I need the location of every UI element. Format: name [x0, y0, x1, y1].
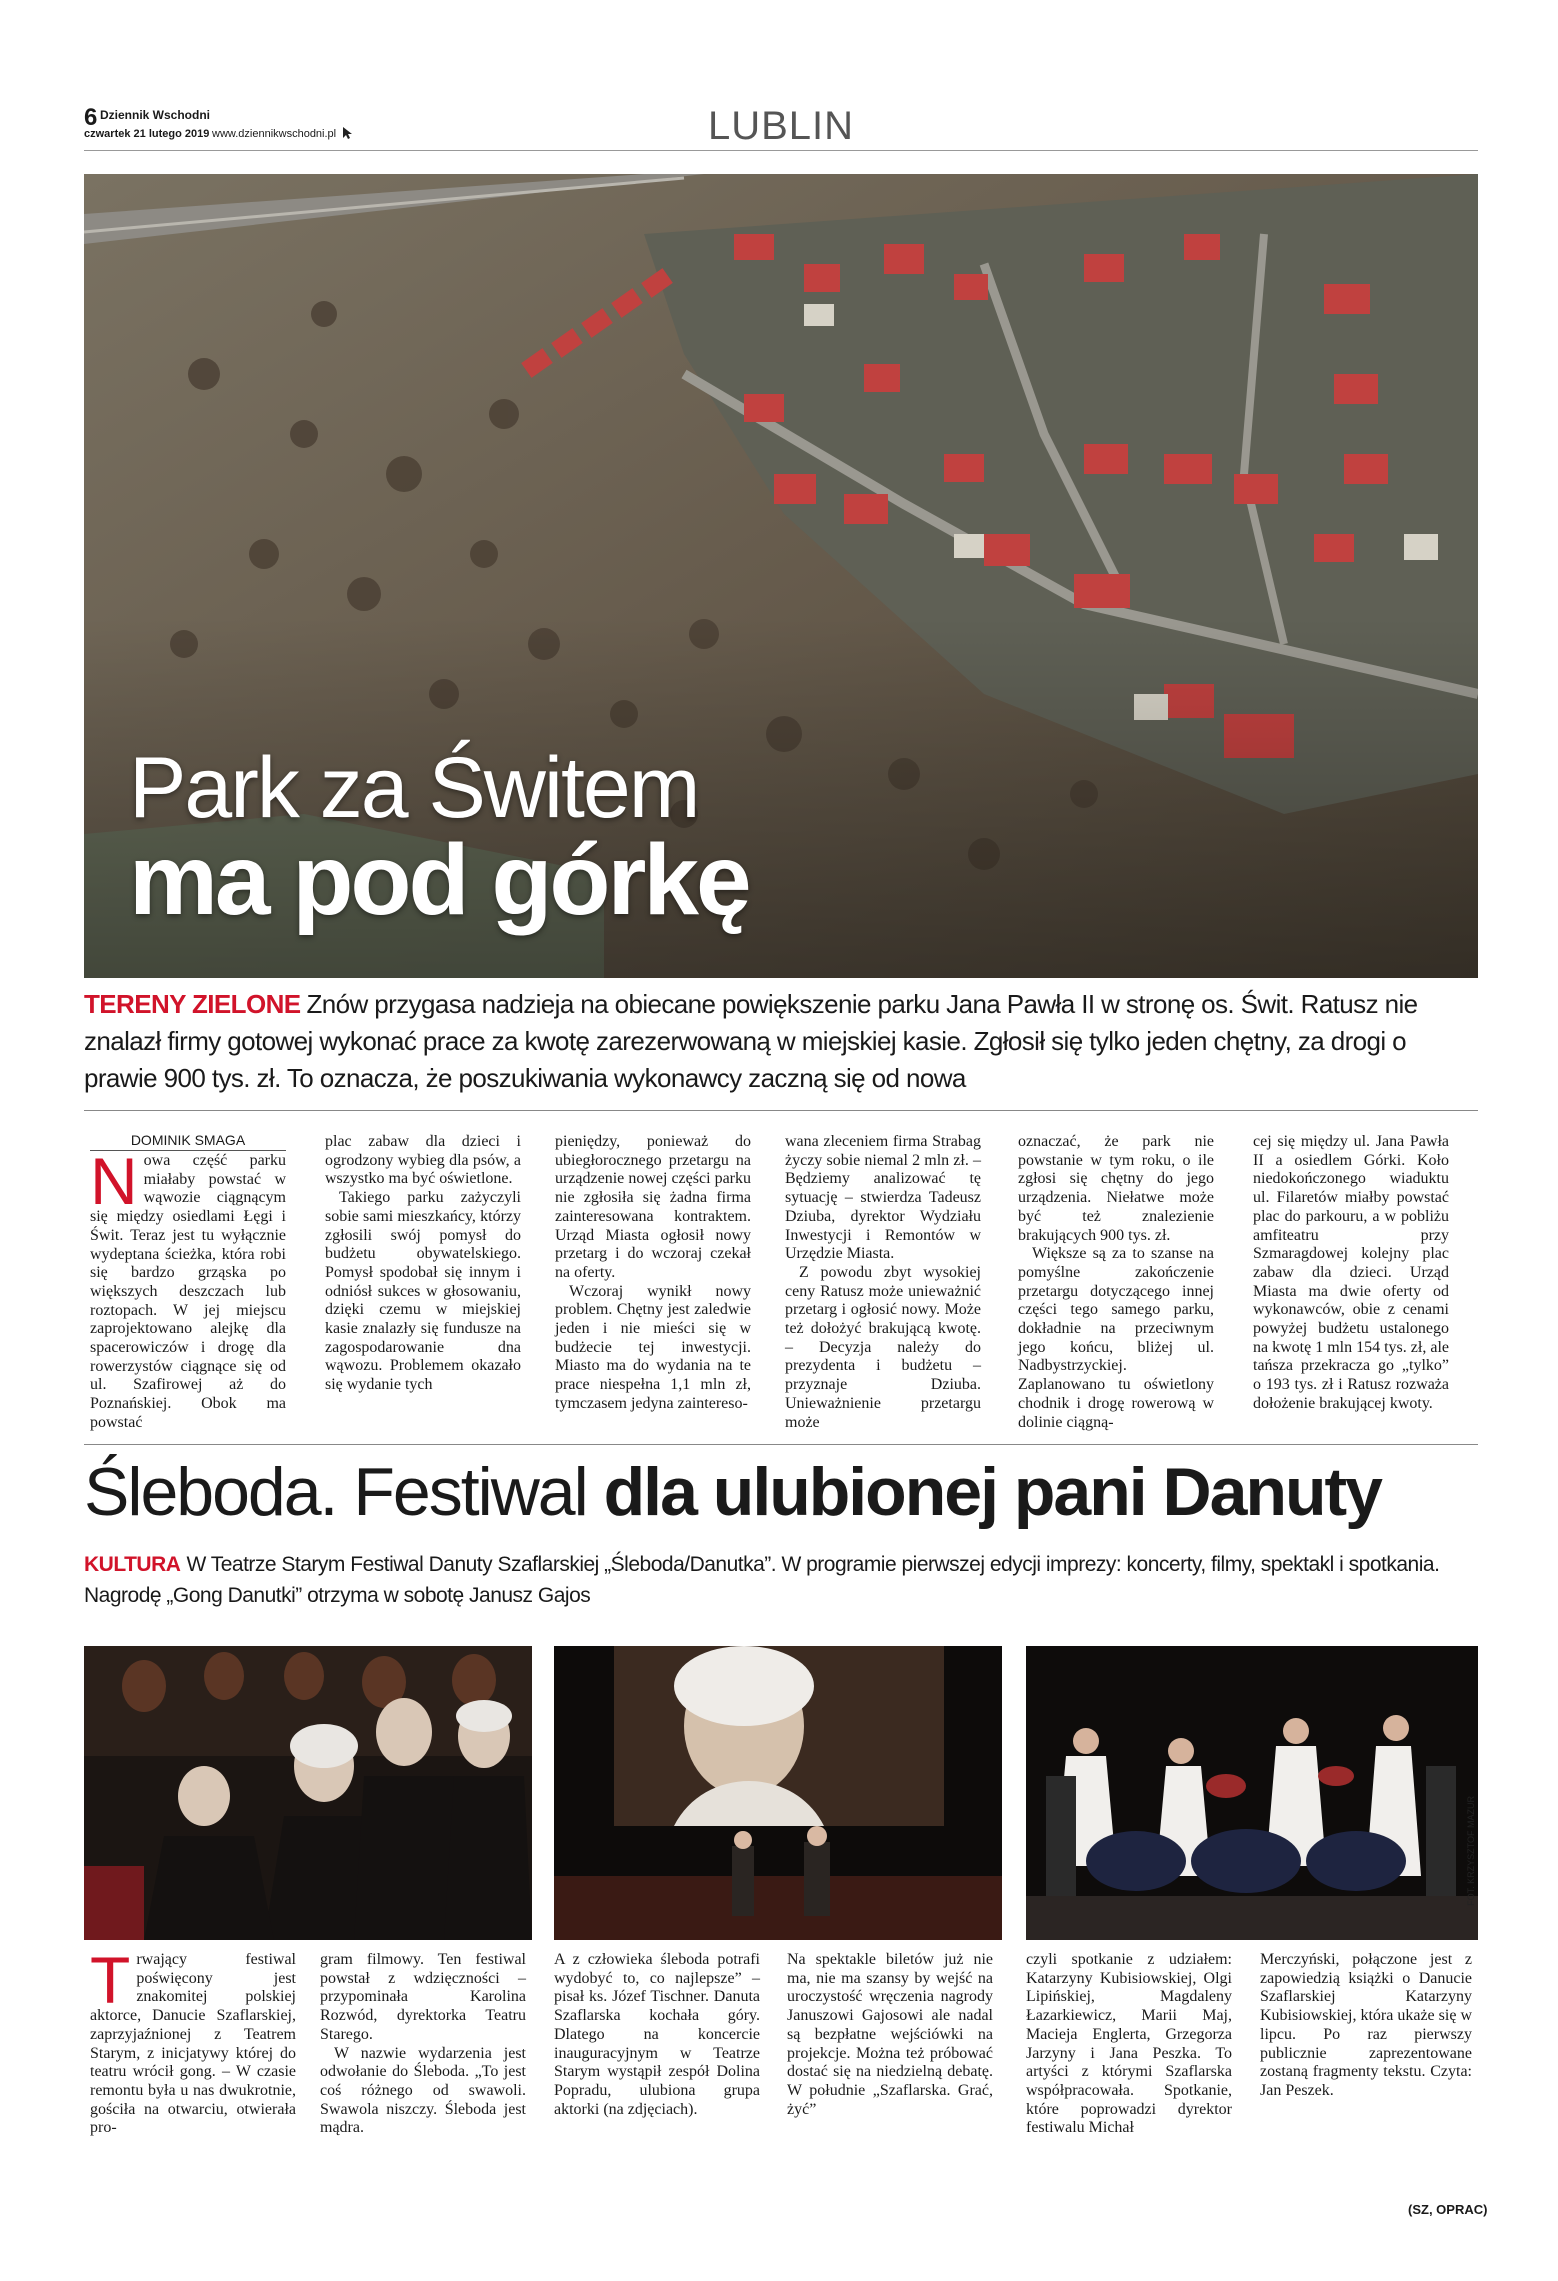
paragraph: W nazwie wydarzenia jest odwołanie do Śleboda. „To jest coś różnego od swawoli. Swawola niszczy. Śleboda jest mądra.	[320, 2044, 526, 2137]
website-link[interactable]: www.dziennikwschodni.pl	[212, 128, 337, 140]
article1-column-1	[90, 1144, 286, 1433]
hero-photo	[84, 174, 1478, 978]
headline-line-1: Park za Świtem	[129, 740, 699, 836]
paragraph: wana zleceniem firma Strabag życzy sobie niemal 2 mln zł. – Będziemy analizować tę sytuację – stwierdza Tadeusz Dziuba, dyrektor Wydziału Inwestycji i Remontów w Urzędzie Miasta.	[785, 1133, 981, 1263]
dropcap: N	[90, 1144, 138, 1218]
section-title: LUBLIN	[707, 104, 855, 148]
paper-name: Dziennik Wschodni	[100, 108, 211, 122]
article2-headline	[84, 1453, 1478, 1531]
audience-illustration	[84, 1646, 532, 1940]
photo-credit: FOT. KRZYSZTOF MAZUR	[1466, 1796, 1476, 1906]
lead-text: Znów przygasa nadzieja na obiecane powiększenie parku Jana Pawła II w stronę os. Świt. Ratusz nie znalazł firmy gotowej wykonać prace za kwotę zarezerwowaną w miejskiej kasie. Zgłosił się tylko jeden chętny, za drogi o prawie 900 tys. zł. To oznacza, że poszukiwania wykonawcy zaczną się od nowa	[84, 989, 1418, 1093]
headline-bold: dla ulubionej pani Danuty	[603, 1454, 1381, 1530]
author-signature: (SZ, OPRAC)	[1408, 2202, 1488, 2217]
paragraph: Takiego parku zażyczyli sobie sami mieszkańcy, którzy zgłosili swój pomysł do budżetu obywatelskiego. Pomysł spodobał się innym i odniósł sukces w głosowaniu, dzięki czemu w miejskiej kasie znalazły się fundusze na zagospodarowanie dna wąwozu. Problemem okazało się wydanie tych	[325, 1189, 521, 1394]
dance-illustration	[1026, 1646, 1478, 1940]
byline: DOMINIK SMAGA	[90, 1132, 286, 1151]
paragraph: Wczoraj wynikł nowy problem. Chętny jest zaledwie jeden i nie mieści się w budżecie tej inwestycji. Miasto ma do wydania na te prace niespełna 1,1 mln zł, tymczasem jedyna zaintereso-	[555, 1282, 751, 1412]
folk-dance-photo	[1026, 1646, 1478, 1940]
article1-column-5	[1018, 1133, 1214, 1432]
headline-line-2: ma pod górkę	[129, 824, 749, 936]
article2-lead	[84, 1549, 1478, 1611]
paragraph: Merczyński, połączone jest z zapowiedzią książki o Danucie Szaflarskiej Katarzyny Kubisiowskiej, która ukaże się w lipcu. Po raz pierwszy publicznie zaprezentowane zostaną fragmenty tekstu. Czyta: Jan Peszek.	[1260, 1951, 1472, 2099]
kicker: KULTURA	[84, 1553, 181, 1576]
paragraph: Na spektakle biletów już nie ma, nie ma szansy by wejść na uroczystość wręczenia nagrody Januszowi Gajosowi ale nadal są bezpłatne wejściówki na projekcje. Można też próbować dostać się na niedzielną debatę. W południe „Szaflarska. Grać, żyć”	[787, 1951, 993, 2118]
article2-column-4	[787, 1951, 993, 2119]
kicker: TERENY ZIELONE	[84, 989, 301, 1019]
article2-column-1	[90, 1943, 296, 2138]
page-number: 6	[84, 104, 98, 131]
issue-date: czwartek 21 lutego 2019	[84, 128, 210, 140]
paragraph: plac zabaw dla dzieci i ogrodzony wybieg dla psów, a wszystko ma być oświetlone.	[325, 1133, 521, 1188]
article-headline	[129, 740, 749, 936]
article1-column-6	[1253, 1133, 1449, 1414]
audience-photo	[84, 1646, 532, 1940]
paragraph: gram filmowy. Ten festiwal powstał z wdzięczności – przypominała Karolina Rozwód, dyrektorka Teatru Starego.	[320, 1951, 526, 2043]
article2-column-5	[1026, 1951, 1232, 2138]
article2-column-6	[1260, 1951, 1472, 2101]
paragraph: oznaczać, że park nie powstanie w tym roku, o ile zgłosi się chętny do jego urządzenia. Niełatwe może być też znalezienie brakujących 900 tys. zł.	[1018, 1133, 1214, 1244]
header-divider	[84, 150, 1478, 151]
paragraph: Z powodu zbyt wysokiej ceny Ratusz może unieważnić przetarg i ogłosić nowy. Może też dołożyć brakującą kwotę. – Decyzja należy do prezydenta i budżetu – przyznaje Dziuba. Unieważnienie przetargu może	[785, 1263, 981, 1431]
article2-column-3	[554, 1951, 760, 2119]
page-header	[84, 104, 1478, 152]
article-lead	[84, 986, 1478, 1097]
lead-text: W Teatrze Starym Festiwal Danuty Szaflarskiej „Śleboda/Danutka”. W programie pierwszej edycji imprezy: koncerty, filmy, spektakl i spotkania. Nagrodę „Gong Danutki” otrzyma w sobotę Janusz Gajos	[84, 1553, 1440, 1607]
paragraph: Trwający festiwal poświęcony jest znakomitej polskiej aktorce, Danucie Szaflarskiej, zaprzyjaźnionej z Teatrem Starym, z inicjatywy której do teatru wrócił gong. – W czasie remontu była u nas dwukrotnie, gościła na otwarciu, otwierała pro-	[90, 1943, 296, 2137]
article2-column-2	[320, 1951, 526, 2138]
paragraph: czyli spotkanie z udziałem: Katarzyny Kubisiowskiej, Olgi Lipińskiej, Magdaleny Łazarkiewicz, Marii Maj, Macieja Englerta, Grzegorza Jarzyny i Jana Peszka. To artyści z którymi Szaflarska współpracowała. Spotkanie, które poprowadzi dyrektor festiwalu Michał	[1026, 1951, 1232, 2137]
article1-column-2	[325, 1133, 521, 1395]
headline-regular: Śleboda. Festiwal	[84, 1454, 587, 1530]
dropcap: T	[90, 1943, 131, 2017]
article1-column-4	[785, 1133, 981, 1432]
article1-column-3	[555, 1133, 751, 1414]
paragraph: pieniędzy, ponieważ do ubiegłorocznego przetargu na urządzenie nowej części parku nie zgłosiła się żadna firma zainteresowana kontraktem. Urząd Miasta ogłosił nowy przetarg i do wczoraj czekał na oferty.	[555, 1133, 751, 1281]
paragraph: A z człowieka śleboda potrafi wydobyć to, co najlepsze” – pisał ks. Józef Tischner. Danuta Szaflarska kochała góry. Dlatego na koncercie inauguracyjnym w Teatrze Starym wystąpił zespół Dolina Popradu, ulubiona grupa aktorki (na zdjęciach).	[554, 1951, 760, 2118]
paragraph: Większe są za to szanse na pomyślne zakończenie przetargu dotyczącego innej części tego samego parku, dokładnie na przeciwnym jego końcu, bliżej ul. Nadbystrzyckiej. Zaplanowano tu oświetlony chodnik i drogę rowerową w dolinie ciągną-	[1018, 1245, 1214, 1431]
stage-screen-photo	[554, 1646, 1002, 1940]
article-divider	[84, 1444, 1478, 1445]
paragraph: Nowa część parku miałaby powstać w wąwozie ciągnącym się między osiedlami Łęgi i Świt. Teraz jest tu wyłącznie wydeptana ścieżka, która robi się bardzo grząska po większych deszczach lub roztopach. W jej miejscu zaprojektowano alejkę dla spacerowiczów i drogę dla rowerzystów ciągnące się od ul. Szafirowej aż do Poznańskiej. Obok ma powstać	[90, 1144, 286, 1431]
lead-divider	[84, 1110, 1478, 1111]
stage-illustration	[554, 1646, 1002, 1940]
paragraph: cej się między ul. Jana Pawła II a osiedlem Górki. Koło niedokończonego wiaduktu ul. Filaretów miałby powstać plac do parkouru, a w pobliżu amfiteatru przy Szmaragdowej kolejny plac zabaw dla dzieci. Urząd Miasta ma dwie oferty od wykonawców, obie z cenami powyżej budżetu ustalonego na kwotę 1 mln 154 tys. zł, ale tańsza przekracza go „tylko” o 193 tys. zł i Ratusz rozważa dołożenie brakującej kwoty.	[1253, 1133, 1449, 1412]
